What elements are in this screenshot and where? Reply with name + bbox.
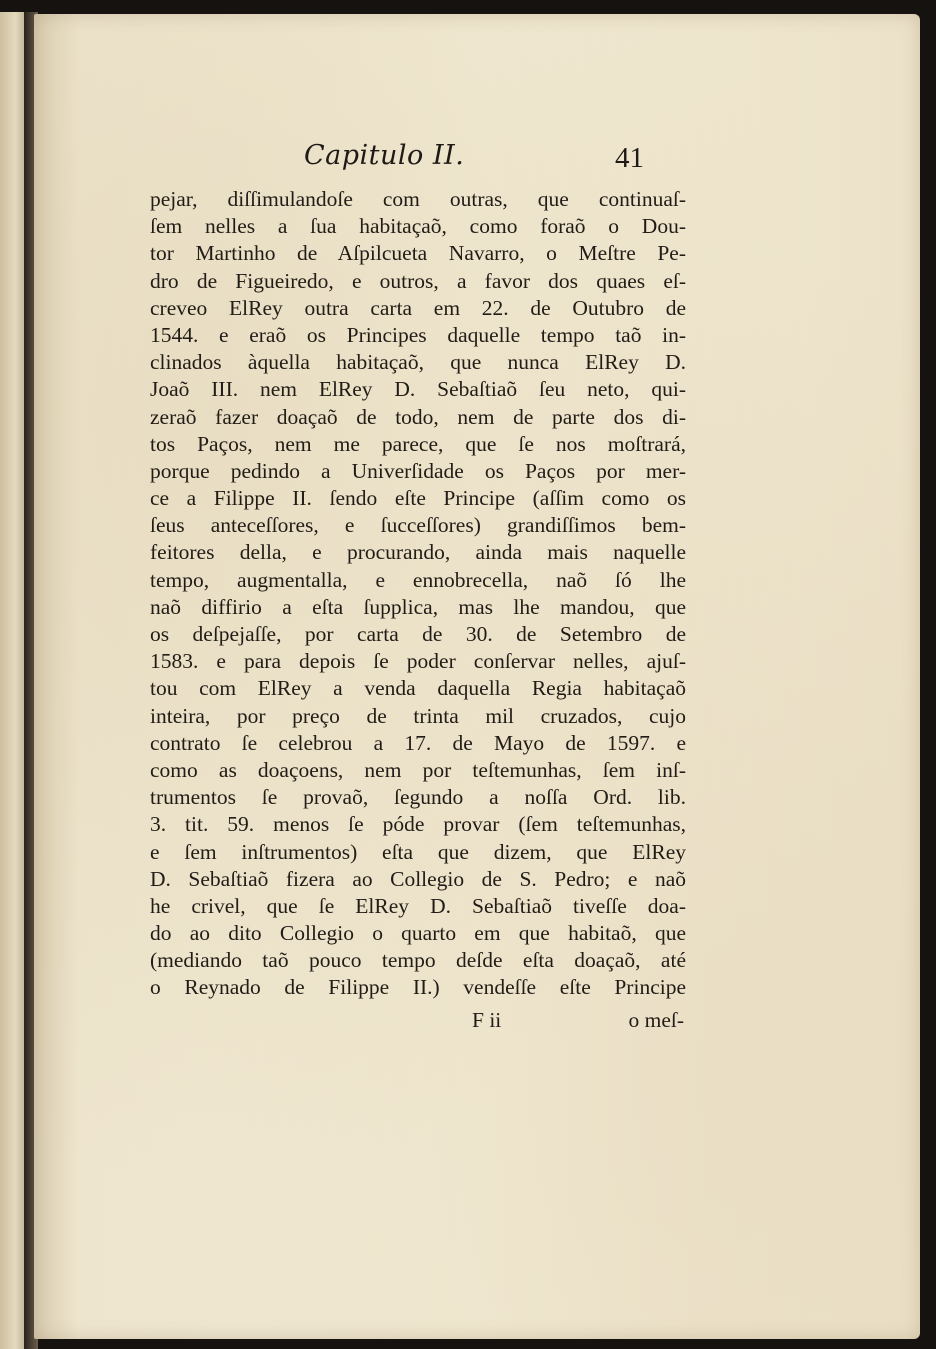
text-line: tempo, augmentalla, e ennobrecella, naõ ſó lhe — [150, 567, 686, 592]
text-line: ſem nelles a ſua habitaçaõ, como foraõ o Dou- — [150, 214, 686, 239]
text-line: do ao dito Collegio o quarto em que habitaõ, que — [150, 921, 686, 946]
text-line: ce a Filippe II. ſendo eſte Principe (aſſim como os — [150, 486, 686, 511]
text-line: inteira, por preço de trinta mil cruzados, cujo — [150, 703, 686, 728]
text-line: contrato ſe celebrou a 17. de Mayo de 1597. e — [150, 730, 686, 755]
text-line: tou com ElRey a venda daquella Regia habitaçaõ — [150, 676, 686, 701]
text-line: Joaõ III. nem ElRey D. Sebaſtiaõ ſeu neto, qui- — [150, 377, 686, 402]
text-line: porque pedindo a Univerſidade os Paços por mer- — [150, 458, 686, 483]
text-line: ſeus anteceſſores, e ſucceſſores) grandiſſimos bem- — [150, 513, 686, 538]
page-footer — [150, 1008, 686, 1038]
running-head — [184, 138, 794, 182]
text-line: (mediando taõ pouco tempo deſde eſta doaçaõ, até — [150, 948, 686, 973]
text-line: tor Martinho de Aſpilcueta Navarro, o Meſtre Pe- — [150, 241, 686, 266]
text-line: os deſpejaſſe, por carta de 30. de Setembro de — [150, 622, 686, 646]
chapter-title: Capitulo II. — [304, 140, 465, 171]
text-line: 1544. e eraõ os Principes daquelle tempo taõ in- — [150, 322, 686, 347]
text-line: clinados àquella habitaçaõ, que nunca ElRey D. — [150, 350, 686, 375]
page-number: 41 — [615, 142, 644, 174]
text-line: creveo ElRey outra carta em 22. de Outubro de — [150, 295, 686, 320]
text-line: zeraõ fazer doaçaõ de todo, nem de parte dos di- — [150, 404, 686, 429]
text-line: he crivel, que ſe ElRey D. Sebaſtiaõ tiveſſe doa- — [150, 893, 686, 918]
text-line: pejar, diſſimulandoſe com outras, que continuaſ- — [150, 187, 686, 211]
text-line: e ſem inſtrumentos) eſta que dizem, que ElRey — [150, 839, 686, 864]
text-line: o Reynado de Filippe II.) vendeſſe eſte Principe — [150, 975, 686, 1000]
body-text — [150, 186, 686, 1002]
signature-mark: F ii — [472, 1008, 502, 1032]
catchword: o meſ- — [628, 1008, 684, 1032]
text-line: naõ diffirio a eſta ſupplica, mas lhe mandou, que — [150, 594, 686, 619]
text-line: tos Paços, nem me parece, que ſe nos moſtrará, — [150, 431, 686, 456]
text-line: trumentos ſe provaõ, ſegundo a noſſa Ord. lib. — [150, 785, 686, 810]
text-line: D. Sebaſtiaõ fizera ao Collegio de S. Pedro; e naõ — [150, 866, 686, 891]
book-page — [34, 14, 920, 1339]
text-line: feitores della, e procurando, ainda mais naquelle — [150, 540, 686, 565]
text-line: 1583. e para depois ſe poder conſervar nelles, ajuſ- — [150, 649, 686, 674]
text-line: 3. tit. 59. menos ſe póde provar (ſem teſtemunhas, — [150, 812, 686, 837]
text-line: como as doaçoens, nem por teſtemunhas, ſem inſ- — [150, 757, 686, 782]
text-line: dro de Figueiredo, e outros, a favor dos quaes eſ- — [150, 268, 686, 293]
